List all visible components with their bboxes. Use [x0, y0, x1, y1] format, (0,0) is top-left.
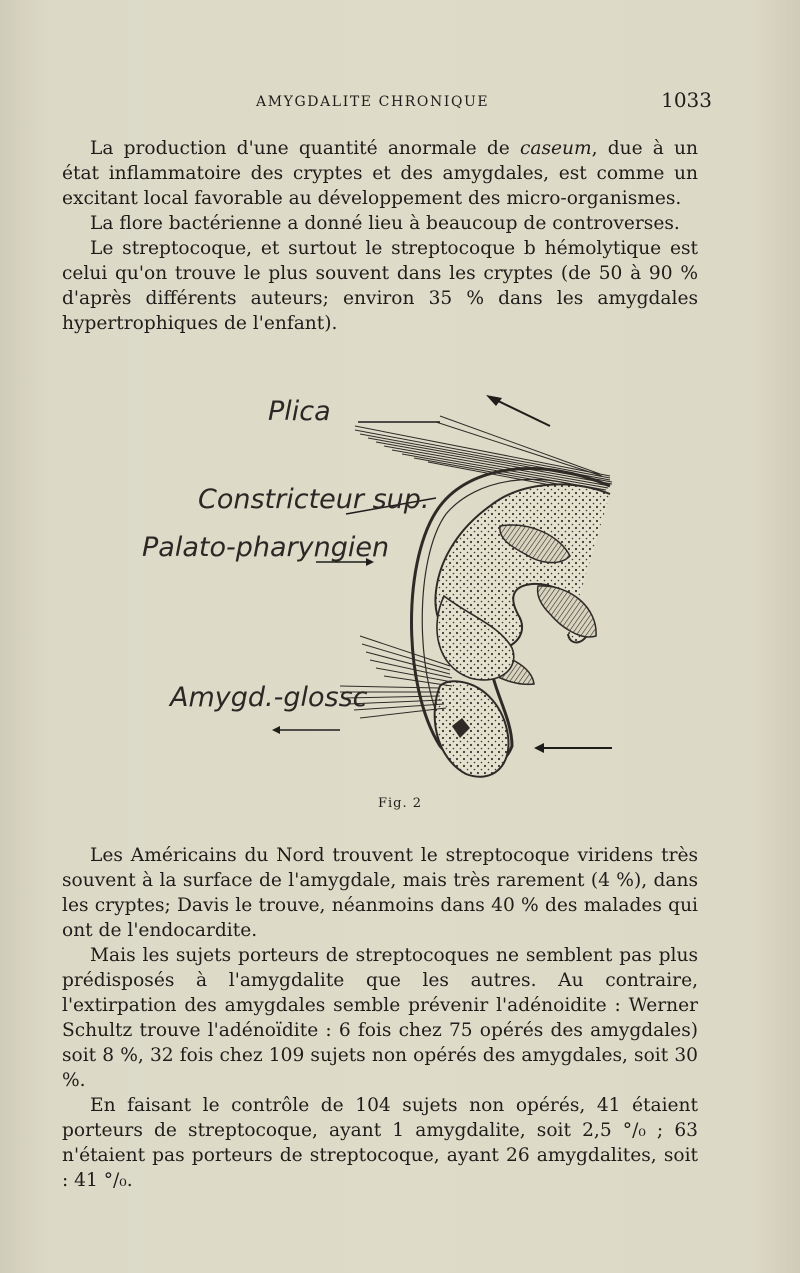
figure-caption: Fig. 2: [377, 796, 423, 811]
paragraph: La production d'une quantité anormale de caseum, due à un état inflammatoire des cryptes et des amygdales, est comme un excitant local favorable au développement des micro-organismes.: [62, 138, 699, 209]
text-block-top: [62, 136, 698, 336]
crypt-fold-2: [538, 586, 596, 637]
plica-arrow-head: [486, 395, 502, 406]
tonsil-lower-lobe: [435, 681, 509, 777]
plica-arrow: [492, 398, 550, 426]
paragraph: En faisant le contrôle de 104 sujets non opérés, 41 étaient porteurs de streptocoque, ayant 1 amygdalite, soit 2,5 °/₀ ; 63 n'étaient pas porteurs de streptocoque, ayant 26 amygdalites, soit : 41 °/₀.: [62, 1095, 698, 1191]
label-constricteur: Constricteur sup.: [198, 484, 430, 515]
label-amygd: Amygd.-glossc: [170, 682, 368, 713]
emphasis-caseum: caseum: [519, 138, 592, 159]
paragraph: Le streptocoque, et surtout le streptocoque b hémolytique est celui qu'on trouve le plus souvent dans les cryptes (de 50 à 90 % d'après différents auteurs; environ 35 % dans les amygdales hypertrophiques de l'enfant).: [62, 238, 698, 334]
paragraph: Les Américains du Nord trouvent le streptocoque viridens très souvent à la surface de l'amygdale, mais très rarement (4 %), dans les cryptes; Davis le trouve, néanmoins dans 40 % des malades qui ont de l'endocardite.: [62, 845, 698, 941]
tonsil-illustration: [140, 386, 640, 786]
label-plica: Plica: [268, 396, 331, 427]
running-title: AMYGDALITE CHRONIQUE: [256, 94, 490, 110]
text-block-bottom: [62, 843, 698, 1193]
running-head: [60, 88, 720, 118]
paragraph: La flore bactérienne a donné lieu à beaucoup de controverses.: [90, 213, 680, 234]
page-number: 1033: [661, 88, 712, 112]
tonsil-anatomy-figure: [140, 386, 640, 786]
plica-fibres: [355, 416, 612, 494]
label-palato: Palato-pharyngien: [142, 532, 390, 563]
paragraph: Mais les sujets porteurs de streptocoques ne semblent pas plus prédisposés à l'amygdalite que les autres. Au contraire, l'extirpation des amygdales semble prévenir l'adénoidite : Werner Schultz trouve l'adénoïdite : 6 fois chez 75 opérés des amygdales) soit 8 %, 32 fois chez 109 sujets non opérés des amygdales, soit 30 %.: [62, 945, 698, 1091]
